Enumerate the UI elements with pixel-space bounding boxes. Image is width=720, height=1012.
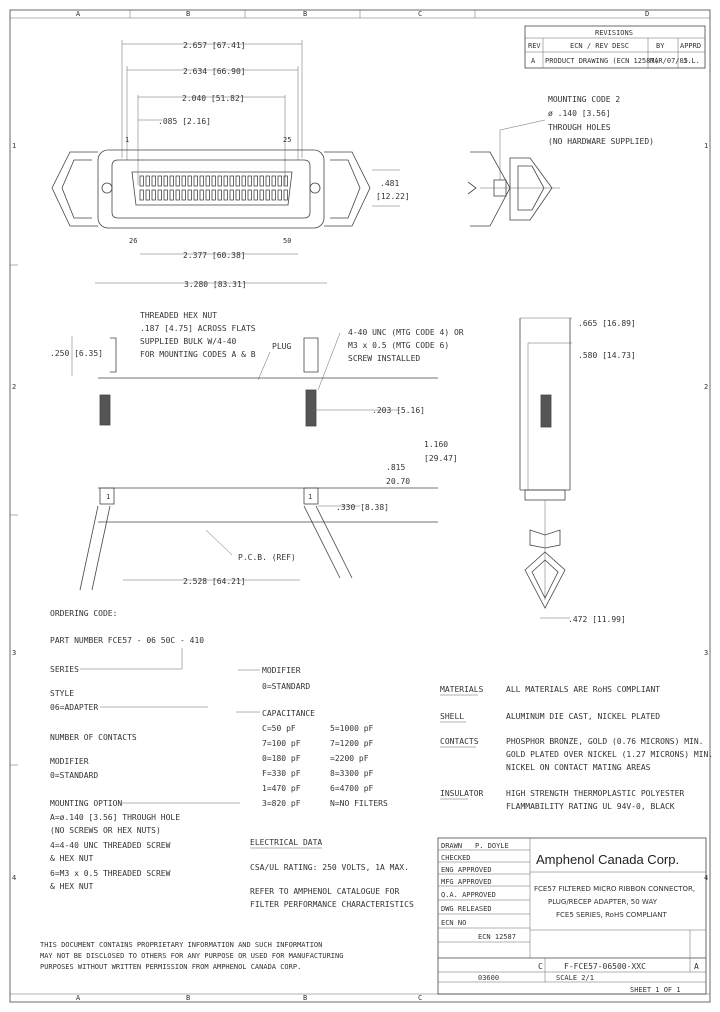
contacts-text-2: GOLD PLATED OVER NICKEL (1.27 MICRONS) MIN. — [506, 750, 714, 759]
style-label: STYLE — [50, 689, 75, 698]
insulator-label: INSULATOR — [440, 789, 484, 798]
grid-row-2-right: 2 — [704, 383, 709, 391]
materials-label: MATERIALS — [440, 685, 484, 694]
capacitance-option: 7=100 pF — [262, 739, 301, 748]
contact-pin — [272, 190, 275, 200]
grid-col-c: B — [303, 10, 308, 18]
desc-header: ECN / REV DESC — [570, 42, 630, 50]
dim-overall-1: 2.657 [67.41] — [183, 41, 246, 50]
grid-col-d: C — [418, 10, 423, 18]
contact-pin — [188, 176, 191, 186]
contact-pin — [152, 176, 155, 186]
hex-note-1: THREADED HEX NUT — [140, 311, 218, 320]
contact-pin — [266, 190, 269, 200]
electrical-title: ELECTRICAL DATA — [250, 838, 323, 847]
contact-pin — [254, 190, 257, 200]
pin-26-label: 26 — [129, 237, 138, 245]
dim-1160-a: 1.160 — [424, 440, 449, 449]
disclaimer — [40, 941, 343, 971]
contact-pin — [164, 190, 167, 200]
contact-pin — [146, 190, 149, 200]
hex-note-2: .187 [4.75] ACROSS FLATS — [140, 324, 256, 333]
rev-by: J.L. — [683, 57, 700, 65]
pin-50-label: 50 — [283, 237, 292, 245]
contact-pin — [224, 190, 227, 200]
part-number: PART NUMBER FCE57 - 06 50C - 410 — [50, 636, 205, 645]
grid-col-b-bottom: B — [186, 994, 191, 1002]
tb-checked: CHECKED — [441, 854, 471, 862]
rev-header: REV — [528, 42, 541, 50]
contact-pin — [218, 190, 221, 200]
contact-pin — [236, 190, 239, 200]
grid-row-1-right: 1 — [704, 142, 709, 150]
ordering-code — [50, 609, 388, 891]
mounting-note-2: ø .140 [3.56] — [548, 109, 611, 118]
modifier-1-value: 0=STANDARD — [50, 771, 99, 780]
contact-pin — [140, 176, 143, 186]
contact-pin — [194, 190, 197, 200]
series-label: SERIES — [50, 665, 79, 674]
materials-text: ALL MATERIALS ARE RoHS COMPLIANT — [506, 685, 661, 694]
pin-1-label: 1 — [125, 136, 130, 144]
hex-note-4: FOR MOUNTING CODES A & B — [140, 350, 256, 359]
mounting-note-4: (NO HARDWARE SUPPLIED) — [548, 137, 654, 146]
contact-pin — [182, 176, 185, 186]
tb-mfg: MFG APPROVED — [441, 878, 492, 886]
capacitance-option: 6=4700 pF — [330, 784, 374, 793]
contact-pin — [188, 190, 191, 200]
revisions-title: REVISIONS — [595, 29, 633, 37]
contact-pin — [272, 176, 275, 186]
contact-pin — [140, 190, 143, 200]
contacts-text-1: PHOSPHOR BRONZE, GOLD (0.76 MICRONS) MIN. — [506, 737, 704, 746]
dim-bottom: 2.377 [60.38] — [183, 251, 246, 260]
screw-note-2: M3 x 0.5 (MTG CODE 6) — [348, 341, 450, 350]
contact-pin — [170, 190, 173, 200]
tb-qa: Q.A. APPROVED — [441, 891, 496, 899]
grid-row-3: 3 — [12, 649, 17, 657]
screw-note-3: SCREW INSTALLED — [348, 354, 421, 363]
capacitance-option: 1=470 pF — [262, 784, 301, 793]
shell-text: ALUMINUM DIE CAST, NICKEL PLATED — [506, 712, 661, 721]
mounting-note-1: MOUNTING CODE 2 — [548, 95, 621, 104]
capacitance-option: 5=1000 pF — [330, 724, 374, 733]
capacitance-option: F=330 pF — [262, 769, 301, 778]
tb-released: DWG RELEASED — [441, 905, 492, 913]
revisions-table — [525, 26, 705, 68]
electrical-data — [250, 838, 414, 909]
contact-pin — [242, 190, 245, 200]
dim-height-b: [12.22] — [376, 192, 410, 201]
grid-col-b: B — [186, 10, 191, 18]
mounting-line-6: & HEX NUT — [50, 882, 94, 891]
grid-col-a: A — [76, 10, 81, 18]
contact-pin — [170, 176, 173, 186]
contact-pin — [212, 190, 215, 200]
contact-pin — [260, 190, 263, 200]
capacitance-option: =2200 pF — [330, 754, 369, 763]
side-pin-1: 1 — [106, 493, 111, 501]
top-view — [52, 40, 410, 289]
contact-pin — [260, 176, 263, 186]
electrical-refer-2: FILTER PERFORMANCE CHARACTERISTICS — [250, 900, 414, 909]
mounting-line-1: A=ø.140 [3.56] THROUGH HOLE — [50, 813, 181, 822]
contact-pin — [212, 176, 215, 186]
tb-ecn: ECN 12587 — [478, 933, 516, 941]
plug-label: PLUG — [272, 342, 292, 351]
contact-pin — [278, 176, 281, 186]
grid-row-3-right: 3 — [704, 649, 709, 657]
dim-pitch: 2.040 [51.82] — [182, 94, 245, 103]
tb-dwg-no: F-FCE57-06500-XXC — [564, 962, 646, 971]
dim-472: .472 [11.99] — [568, 615, 626, 624]
contact-pin — [266, 176, 269, 186]
contact-pin — [278, 190, 281, 200]
contact-pin — [200, 190, 203, 200]
capacitance-option: 7=1200 pF — [330, 739, 374, 748]
pcb-label: P.C.B. (REF) — [238, 553, 296, 562]
dim-580: .580 [14.73] — [578, 351, 636, 360]
tb-ecn-no: ECN NO — [441, 919, 467, 927]
capacitance-option: N=NO FILTERS — [330, 799, 388, 808]
contact-pin — [236, 176, 239, 186]
contact-pin — [158, 176, 161, 186]
insulator-text-2: FLAMMABILITY RATING UL 94V-0, BLACK — [506, 802, 675, 811]
dim-203: .203 [5.16] — [372, 406, 425, 415]
screw-note-1: 4-40 UNC (MTG CODE 4) OR — [348, 328, 464, 337]
contact-pin — [230, 190, 233, 200]
pin-25-label: 25 — [283, 136, 292, 144]
materials — [440, 685, 713, 811]
insulator-text-1: HIGH STRENGTH THERMOPLASTIC POLYESTER — [506, 789, 685, 798]
tb-drawn-by: P. DOYLE — [475, 842, 509, 850]
electrical-rating: CSA/UL RATING: 250 VOLTS, 1A MAX. — [250, 863, 409, 872]
grid-row-4-right: 4 — [704, 874, 709, 882]
electrical-refer-1: REFER TO AMPHENOL CATALOGUE FOR — [250, 887, 400, 896]
grid-columns-bottom — [76, 994, 422, 1002]
tb-scale: SCALE 2/1 — [556, 974, 594, 982]
contact-pin — [194, 176, 197, 186]
dim-665: .665 [16.89] — [578, 319, 636, 328]
grid-row-4: 4 — [12, 874, 17, 882]
contact-pin — [284, 176, 287, 186]
by-header: BY — [656, 42, 665, 50]
shell-label: SHELL — [440, 712, 465, 721]
contact-pin — [176, 190, 179, 200]
capacitance-option: C=50 pF — [262, 724, 296, 733]
mounting-line-2: (NO SCREWS OR HEX NUTS) — [50, 826, 161, 835]
tb-title-2: PLUG/RECEP ADAPTER, 50 WAY — [548, 898, 657, 906]
contact-pin — [206, 176, 209, 186]
ordering-title: ORDERING CODE: — [50, 609, 118, 618]
dim-815-a: .815 — [386, 463, 406, 472]
hex-note-3: SUPPLIED BULK W/4-40 — [140, 337, 237, 346]
contact-pin — [158, 190, 161, 200]
tb-code: 03600 — [478, 974, 500, 982]
contacts-material-label: CONTACTS — [440, 737, 479, 746]
contact-pin — [164, 176, 167, 186]
rev-value: A — [531, 57, 536, 65]
dim-height-a: .481 — [380, 179, 400, 188]
tb-drawn: DRAWN — [441, 842, 463, 850]
disclaimer-3: PURPOSES WITHOUT WRITTEN PERMISSION FROM AMPHENOL CANADA CORP. — [40, 963, 302, 971]
tb-rev: A — [694, 962, 699, 971]
dim-overall-2: 2.634 [66.90] — [183, 67, 246, 76]
contacts-text-3: NICKEL ON CONTACT MATING AREAS — [506, 763, 651, 772]
grid-col-d-bottom: C — [418, 994, 423, 1002]
contacts-label: NUMBER OF CONTACTS — [50, 733, 137, 742]
style-value: 06=ADAPTER — [50, 703, 99, 712]
tb-size: C — [538, 962, 543, 971]
rev-desc: PRODUCT DRAWING (ECN 12587) — [545, 57, 659, 65]
mounting-label: MOUNTING OPTION — [50, 799, 123, 808]
disclaimer-2: MAY NOT BE DISCLOSED TO OTHERS FOR ANY PURPOSE OR USED FOR MANUFACTURING — [40, 952, 344, 960]
grid-col-e: D — [645, 10, 650, 18]
mounting-note-3: THROUGH HOLES — [548, 123, 611, 132]
grid-col-c-bottom: B — [303, 994, 308, 1002]
modifier-1-label: MODIFIER — [50, 757, 89, 766]
capacitance-option: 3=820 pF — [262, 799, 301, 808]
dim-250: .250 [6.35] — [50, 349, 103, 358]
contact-pin — [176, 176, 179, 186]
grid-row-2: 2 — [12, 383, 17, 391]
mounting-line-4: & HEX NUT — [50, 854, 94, 863]
mounting-line-3: 4=4-40 UNC THREADED SCREW — [50, 841, 171, 850]
side-pin-1-right: 1 — [308, 493, 313, 501]
title-block — [438, 838, 709, 994]
dim-1160-b: [29.47] — [424, 454, 458, 463]
end-view-side — [520, 318, 636, 624]
company-name: Amphenol Canada Corp. — [536, 852, 680, 867]
end-view-top — [468, 95, 654, 226]
contact-pin — [254, 176, 257, 186]
capacitance-label: CAPACITANCE — [262, 709, 315, 718]
dim-total: 3.280 [83.31] — [184, 280, 247, 289]
dim-330: .330 [8.38] — [336, 503, 389, 512]
dim-815-b: 20.70 — [386, 477, 411, 486]
modifier-2-value: 0=STANDARD — [262, 682, 311, 691]
grid-columns-top — [76, 10, 649, 18]
contact-pin — [284, 190, 287, 200]
contact-pin — [242, 176, 245, 186]
contact-pin — [248, 176, 251, 186]
contact-pin — [248, 190, 251, 200]
contact-pin — [182, 190, 185, 200]
contact-pin — [146, 176, 149, 186]
contact-pin — [218, 176, 221, 186]
contact-pin — [230, 176, 233, 186]
contact-pin — [200, 176, 203, 186]
tb-title-3: FCE5 SERIES, RoHS COMPLIANT — [556, 911, 667, 919]
side-view — [50, 311, 464, 590]
dim-small: .085 [2.16] — [158, 117, 211, 126]
contact-pin — [224, 176, 227, 186]
rev-date: MAR/07/05 — [650, 57, 688, 65]
tb-eng: ENG APPROVED — [441, 866, 492, 874]
modifier-2-label: MODIFIER — [262, 666, 301, 675]
capacitance-option: 8=3300 pF — [330, 769, 374, 778]
apprd-header: APPRD — [680, 42, 702, 50]
dim-2528: 2.528 [64.21] — [183, 577, 246, 586]
mounting-line-5: 6=M3 x 0.5 THREADED SCREW — [50, 869, 171, 878]
contact-pin — [206, 190, 209, 200]
tb-title-1: FCE57 FILTERED MICRO RIBBON CONNECTOR, — [534, 885, 696, 893]
contact-pin — [152, 190, 155, 200]
capacitance-option: 0=180 pF — [262, 754, 301, 763]
disclaimer-1: THIS DOCUMENT CONTAINS PROPRIETARY INFORMATION AND SUCH INFORMATION — [40, 941, 323, 949]
grid-col-a-bottom: A — [76, 994, 81, 1002]
tb-sheet: SHEET 1 OF 1 — [630, 986, 681, 994]
grid-row-1: 1 — [12, 142, 17, 150]
